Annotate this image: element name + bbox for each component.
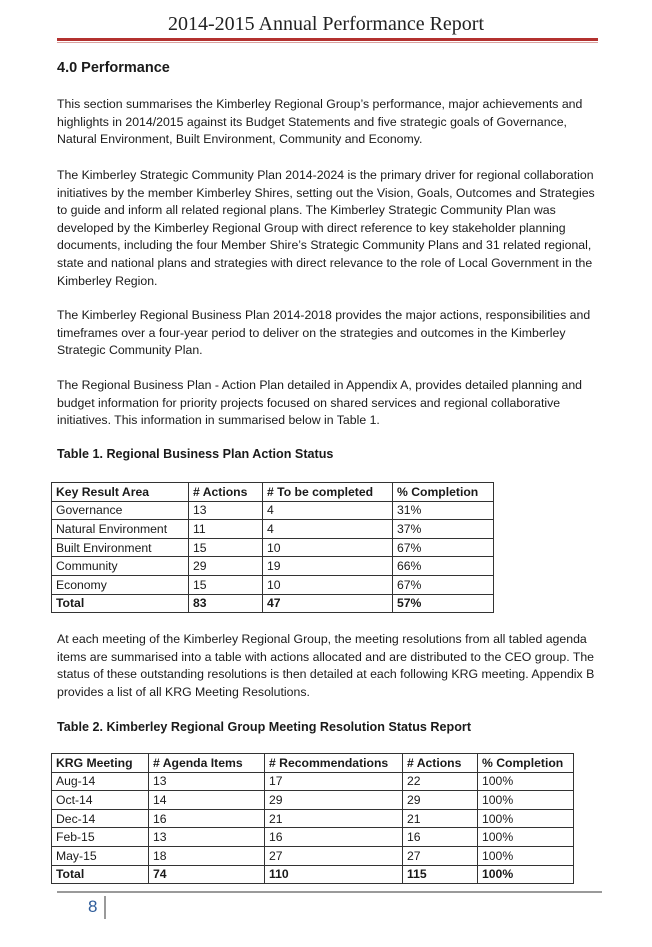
header-rule-thin xyxy=(57,42,598,43)
table-cell: 18 xyxy=(149,846,265,865)
column-header: % Completion xyxy=(393,483,494,502)
table-row xyxy=(52,772,574,791)
table-row xyxy=(52,538,494,557)
table-row xyxy=(52,791,574,810)
table-cell: 29 xyxy=(403,791,478,810)
page-number-divider xyxy=(104,896,106,919)
table-cell: 67% xyxy=(393,538,494,557)
table-cell: 17 xyxy=(265,772,403,791)
table-cell: 15 xyxy=(189,575,263,594)
table-cell: 100% xyxy=(478,809,574,828)
table-cell: 67% xyxy=(393,575,494,594)
table-cell: 31% xyxy=(393,501,494,520)
paragraph-business-plan: The Kimberley Regional Business Plan 2014-2018 provides the major actions, responsibilities and timeframes over a four-year period to deliver on the strategies and outcomes in the Kimberley Strategic Community Plan. xyxy=(57,308,591,358)
column-header: % Completion xyxy=(478,754,574,773)
header-rule xyxy=(57,38,598,41)
table-row xyxy=(52,575,494,594)
table-cell: 16 xyxy=(149,809,265,828)
table-row xyxy=(52,809,574,828)
table-cell: 29 xyxy=(189,557,263,576)
table-row xyxy=(52,520,494,539)
table-cell: 27 xyxy=(403,846,478,865)
resolution-status-table xyxy=(51,753,574,884)
table-cell: Natural Environment xyxy=(52,520,189,539)
table-cell: 66% xyxy=(393,557,494,576)
table-cell: 14 xyxy=(149,791,265,810)
table-cell: Aug-14 xyxy=(52,772,149,791)
table-cell: 10 xyxy=(263,575,393,594)
table-row xyxy=(52,557,494,576)
table-cell: 100% xyxy=(478,772,574,791)
table-row xyxy=(52,501,494,520)
table-cell: 29 xyxy=(265,791,403,810)
table-cell: 27 xyxy=(265,846,403,865)
paragraph-meeting-resolutions: At each meeting of the Kimberley Regional Group, the meeting resolutions from all tabled agenda items are summarised into a table with actions allocated and are distributed to the CEO group. The status of these outstanding resolutions is then detailed at each following KRG meeting. Appendix B provides a list of all KRG Meeting Resolutions. xyxy=(57,632,595,699)
table-cell: 13 xyxy=(189,501,263,520)
table-cell: Oct-14 xyxy=(52,791,149,810)
table2-caption: Table 2. Kimberley Regional Group Meeting Resolution Status Report xyxy=(57,720,472,734)
table-cell: 15 xyxy=(189,538,263,557)
table-cell: Economy xyxy=(52,575,189,594)
table-cell: 13 xyxy=(149,828,265,847)
table-total-row xyxy=(52,865,574,884)
table-header-row xyxy=(52,754,574,773)
table-cell: 10 xyxy=(263,538,393,557)
table-cell: 57% xyxy=(393,594,494,613)
table-cell: 21 xyxy=(403,809,478,828)
table-cell: 100% xyxy=(478,846,574,865)
table-cell: 115 xyxy=(403,865,478,884)
table-cell: Feb-15 xyxy=(52,828,149,847)
table-cell: Community xyxy=(52,557,189,576)
table-cell: 110 xyxy=(265,865,403,884)
table-cell: 100% xyxy=(478,791,574,810)
table-cell: 100% xyxy=(478,828,574,847)
table-cell: 83 xyxy=(189,594,263,613)
table-cell: 11 xyxy=(189,520,263,539)
column-header: # Actions xyxy=(189,483,263,502)
section-heading: 4.0 Performance xyxy=(57,60,170,76)
table-cell: 4 xyxy=(263,501,393,520)
table-cell: Total xyxy=(52,594,189,613)
table-cell: 37% xyxy=(393,520,494,539)
table1-caption: Table 1. Regional Business Plan Action Status xyxy=(57,447,334,461)
table-cell: 19 xyxy=(263,557,393,576)
paragraph-intro: This section summarises the Kimberley Regional Group’s performance, major achievements and highlights in 2014/2015 against its Budget Statements and five strategic goals of Governance, Natural Environment, Built Environment, Community and Economy. xyxy=(57,97,583,147)
table-cell: Built Environment xyxy=(52,538,189,557)
table-total-row xyxy=(52,594,494,613)
table-cell: 74 xyxy=(149,865,265,884)
table-cell: Total xyxy=(52,865,149,884)
page-header-title: 2014-2015 Annual Performance Report xyxy=(167,13,485,35)
paragraph-action-plan: The Regional Business Plan - Action Plan detailed in Appendix A, provides detailed planning and budget information for priority projects focused on shared services and regional collaborative initiatives. This information in summarised below in Table 1. xyxy=(57,378,583,428)
table-cell: 100% xyxy=(478,865,574,884)
column-header: KRG Meeting xyxy=(52,754,149,773)
table-cell: 47 xyxy=(263,594,393,613)
table-cell: 22 xyxy=(403,772,478,791)
table-cell: 4 xyxy=(263,520,393,539)
table-cell: Governance xyxy=(52,501,189,520)
table-cell: Dec-14 xyxy=(52,809,149,828)
table-cell: 16 xyxy=(403,828,478,847)
table-header-row xyxy=(52,483,494,502)
table-cell: 16 xyxy=(265,828,403,847)
table-row xyxy=(52,846,574,865)
column-header: # Agenda Items xyxy=(149,754,265,773)
column-header: # Actions xyxy=(403,754,478,773)
table-cell: 13 xyxy=(149,772,265,791)
column-header: # Recommendations xyxy=(265,754,403,773)
table-cell: 21 xyxy=(265,809,403,828)
column-header: Key Result Area xyxy=(52,483,189,502)
table-row xyxy=(52,828,574,847)
action-status-table xyxy=(51,482,494,613)
table-cell: May-15 xyxy=(52,846,149,865)
column-header: # To be completed xyxy=(263,483,393,502)
paragraph-strategic-plan: The Kimberley Strategic Community Plan 2014-2024 is the primary driver for regional collaboration initiatives by the member Kimberley Shires, setting out the Vision, Goals, Outcomes and Strategies to guide and inform all related regional plans. The Kimberley Strategic Community Plan was developed by the Kimberley Regional Group with direct reference to key stakeholder planning documents, including the four Member Shire’s Strategic Community Plans and 31 related regional, state and national plans and strategies with direct relevance to the role of Local Government in the Kimberley Region. xyxy=(57,168,595,288)
footer-rule xyxy=(57,891,602,893)
page-number: 8 xyxy=(88,897,98,916)
